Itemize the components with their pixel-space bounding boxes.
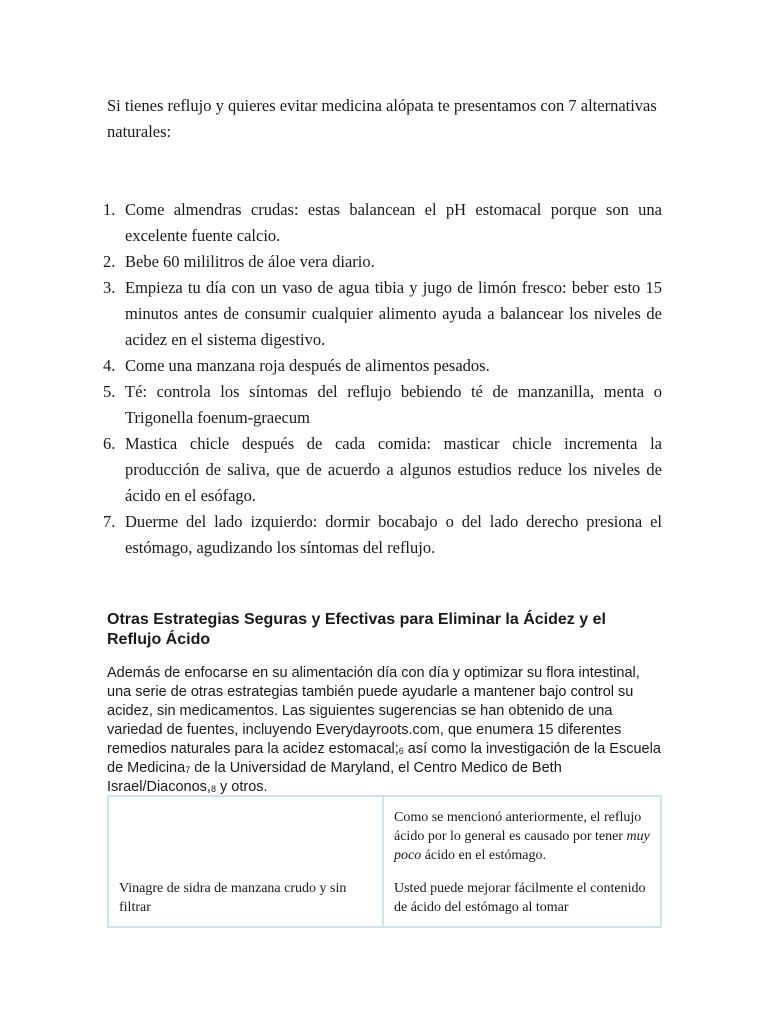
remedy-name: Vinagre de sidra de manzana crudo y sin filtrar [119,881,347,915]
description-text-continued: Usted puede mejorar fácilmente el contenido de ácido del estómago al tomar [394,881,646,915]
list-item-text: Bebe 60 mililitros de áloe vera diario. [125,252,375,271]
table-row [108,796,661,927]
list-item-text: Duerme del lado izquierdo: dormir bocabajo o del lado derecho presiona el estómago, agudizando los síntomas del reflujo. [125,512,662,557]
list-item-number: 5. [103,382,116,401]
intro-paragraph: Si tienes reflujo y quieres evitar medicina alópata te presentamos con 7 alternativas naturales: [107,96,657,141]
list-item-number: 7. [103,512,116,531]
footnote-ref: 8 [210,784,216,794]
list-item [103,249,662,275]
list-item-text: Té: controla los síntomas del reflujo bebiendo té de manzanilla, menta o Trigonella foenum-graecum [125,382,662,427]
list-item-text: Come almendras crudas: estas balancean el pH estomacal porque son una excelente fuente calcio. [125,200,662,245]
list-item-number: 3. [103,278,116,297]
paragraph-text: de la Universidad de Maryland, el Centro Medico de Beth Israel/Diaconos, [107,760,562,795]
list-item-number: 6. [103,434,116,453]
list-item-number: 2. [103,252,116,271]
list-item [103,379,662,431]
footnote-ref: 6 [398,746,404,756]
paragraph-text: así como la investigación de la Escuela de Medicina [107,741,661,776]
list-item [103,197,662,249]
list-item [103,431,662,509]
footnote-ref: 7 [185,765,191,775]
section-paragraph [107,664,667,797]
description-text [394,808,650,865]
list-item-text: Empieza tu día con un vaso de agua tibia y jugo de limón fresco: beber esto 15 minutos antes de consumir cualquier alimento ayuda a balancear los niveles de acidez en el sistema digestivo. [125,278,662,349]
section-heading: Otras Estrategias Seguras y Efectivas para Eliminar la Ácidez y el Reflujo Ácido [107,611,606,648]
table-cell-description [383,796,661,927]
remedies-table [107,795,662,928]
list-item-text: Come una manzana roja después de alimentos pesados. [125,356,490,375]
description-part: ácido en el estómago. [421,848,547,863]
list-item [103,509,662,561]
list-item-text: Mastica chicle después de cada comida: masticar chicle incrementa la producción de saliva, que de acuerdo a algunos estudios reduce los niveles de ácido en el esófago. [125,434,662,505]
description-emphasis: muy poco [394,829,650,863]
table-cell-remedy [108,796,383,927]
description-part: Como se mencionó anteriormente, el reflujo ácido por lo general es causado por tener [394,810,642,844]
paragraph-text: Además de enfocarse en su alimentación día con día y optimizar su flora intestinal, una serie de otras estrategias también puede ayudarle a mantener bajo control su acidez, sin medicamentos. Las siguientes sugerencias se han obtenido de una variedad de fuentes, incluyendo Everydayroots.com, que enumera 15 diferentes remedios naturales para la acidez estomacal; [107,665,640,757]
list-item-number: 4. [103,356,116,375]
list-item [103,353,662,379]
list-item [103,275,662,353]
paragraph-text: y otros. [215,779,268,795]
alternatives-list [103,197,662,561]
list-item-number: 1. [103,200,116,219]
